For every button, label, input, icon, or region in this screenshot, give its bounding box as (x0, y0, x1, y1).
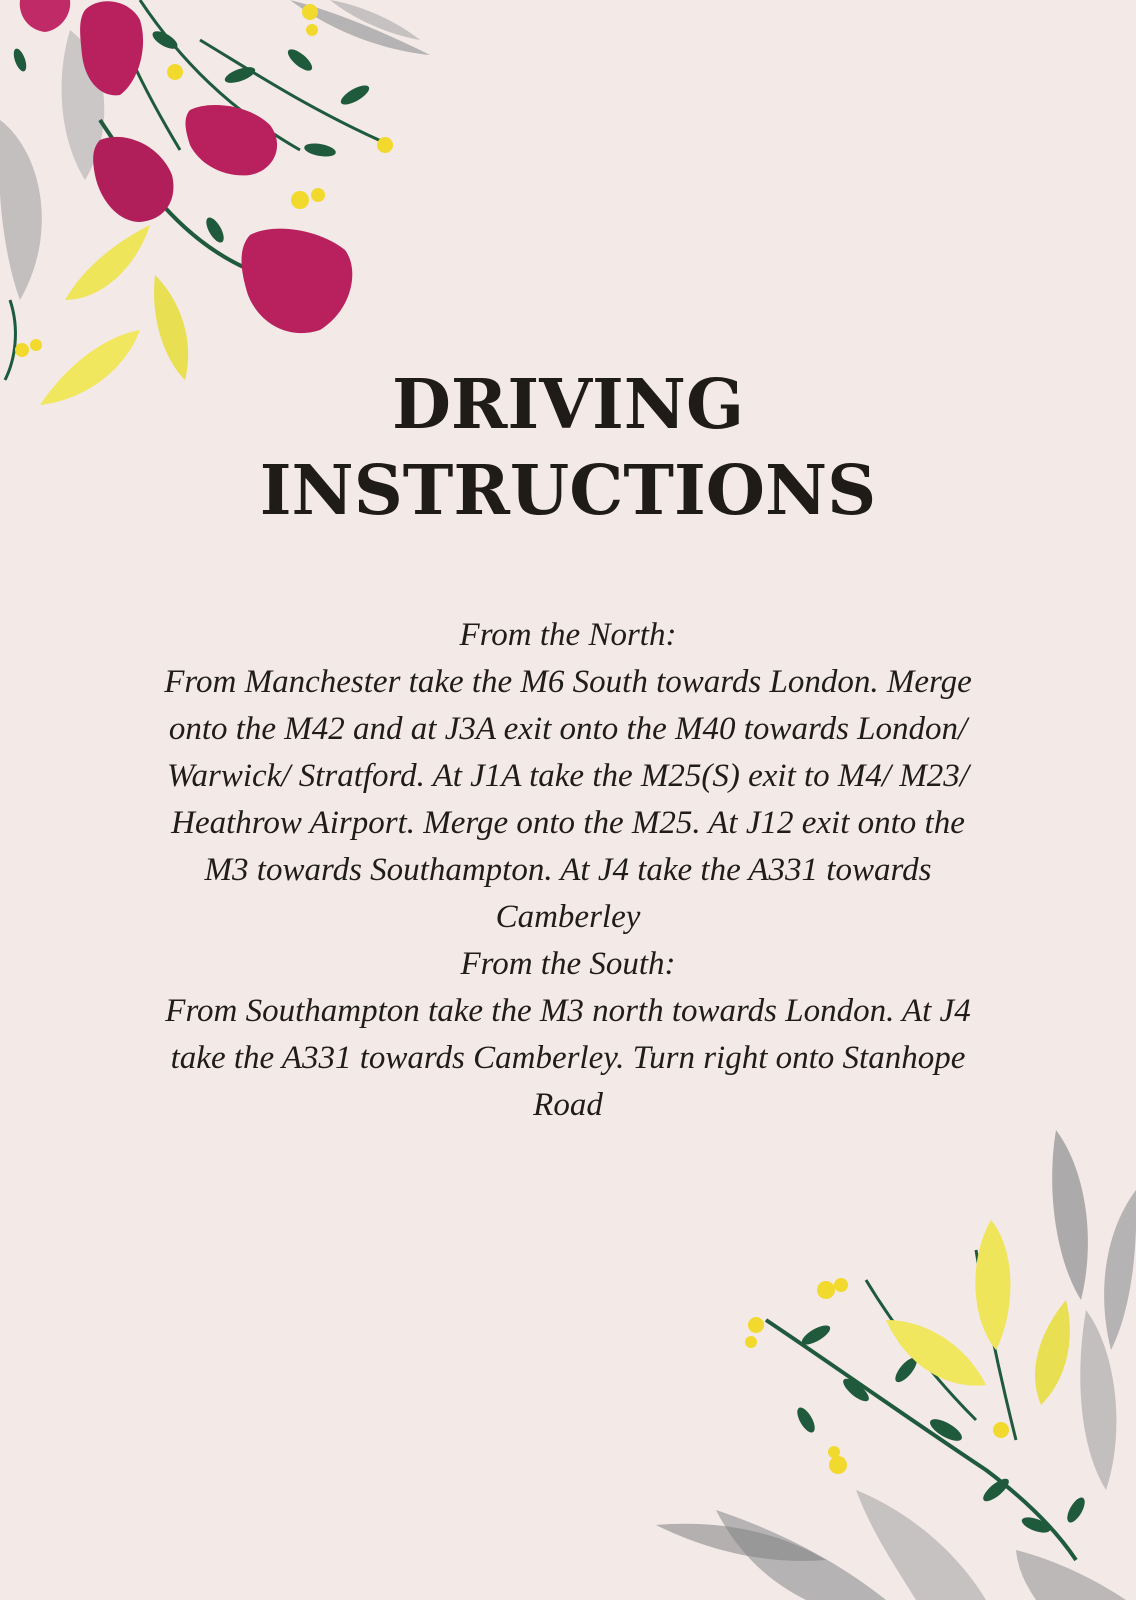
page-title (0, 362, 1136, 534)
section-text-south: From Southampton take the M3 north towards London. At J4 take the A331 towards Camberley. Turn right onto Stanhope Road (165, 993, 971, 1123)
title-line-1: DRIVING (391, 365, 745, 445)
floral-decoration-bottom-right (656, 1130, 1136, 1600)
section-heading-north: From the North: (459, 617, 677, 653)
floral-decoration-top-left (0, 0, 460, 420)
directions-body (150, 612, 986, 1129)
title-line-2: INSTRUCTIONS (259, 451, 877, 531)
section-heading-south: From the South: (460, 946, 676, 982)
section-text-north: From Manchester take the M6 South towards London. Merge onto the M42 and at J3A exit onto the M40 towards London/ Warwick/ Stratford. At J1A take the M25(S) exit to M4/ M23/ Heathrow Airport. Merge onto the M25. At J12 exit onto the M3 towards Southampton. At J4 take the A331 towards Camberley (164, 664, 972, 935)
